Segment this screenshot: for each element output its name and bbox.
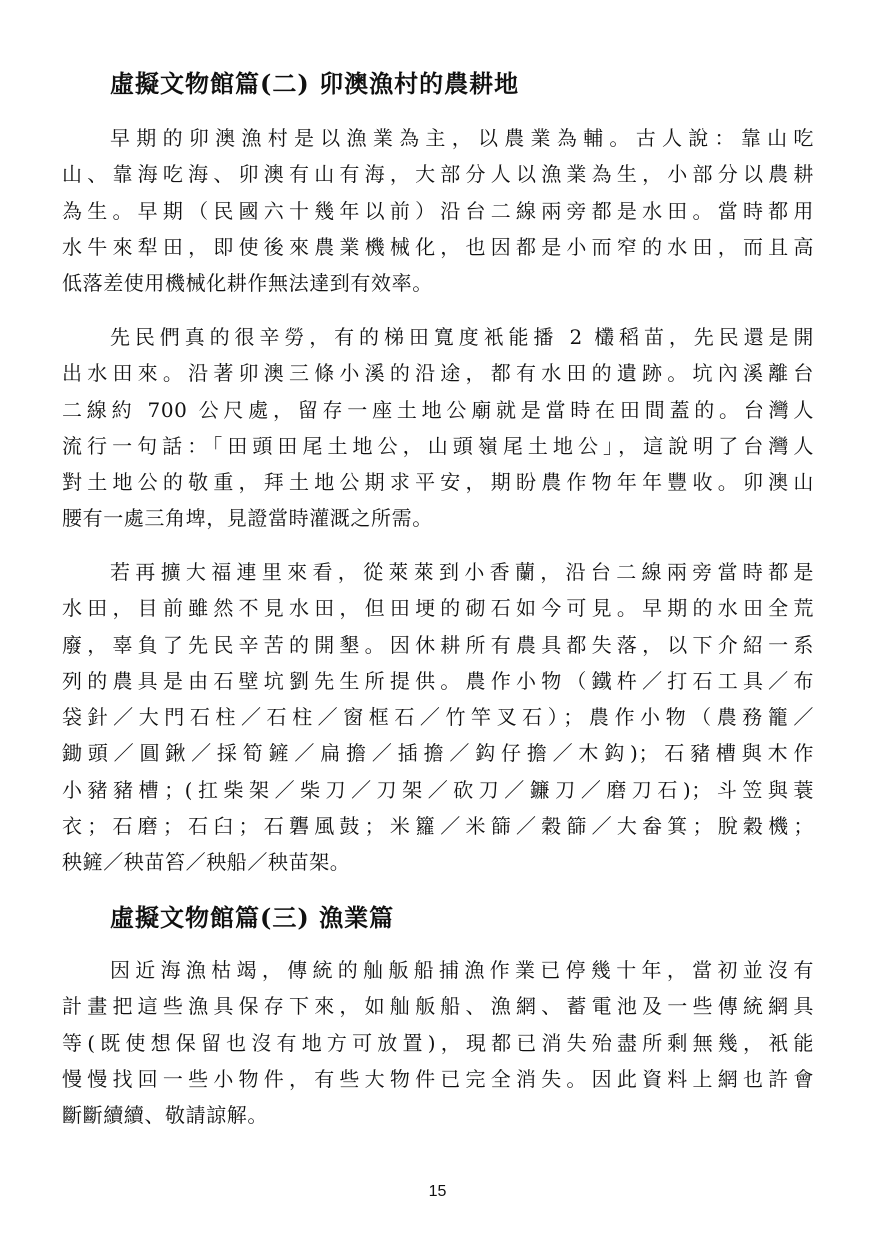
paragraph-fishery [62,952,814,1133]
text-line: 慢慢找回一些小物件，有些大物件已完全消失。因此資料上網也許會 [62,1066,814,1091]
text-line: 對土地公的敬重，拜土地公期求平安，期盼農作物年年豐收。卯澳山 [62,470,814,495]
text-line: 等(既使想保留也沒有地方可放置)，現都已消失殆盡所剩無幾，衹能 [62,1030,814,1055]
section-heading-fishery: 虛擬文物館篇(三) 漁業篇 [110,903,395,932]
text-line: 出水田來。沿著卯澳三條小溪的沿途，都有水田的遺跡。坑內溪離台 [62,361,814,386]
text-line: 水田，目前雖然不見水田，但田埂的砌石如今可見。早期的水田全荒 [62,596,814,621]
text-line: 列的農具是由石壁坑劉先生所提供。農作小物（鐵杵／打石工具／布 [62,668,814,693]
paragraph-terraced-fields [62,319,814,537]
section-heading-farmland: 虛擬文物館篇(二) 卯澳漁村的農耕地 [110,69,520,98]
text-line: 山、靠海吃海、卯澳有山有海，大部分人以漁業為生，小部分以農耕 [62,162,814,187]
text-line: 先民們真的很辛勞，有的梯田寬度衹能播 2 欉稻苗，先民還是開 [110,325,814,349]
paragraph-farm-tools [62,554,814,881]
text-line: 流行一句話：「田頭田尾土地公，山頭嶺尾土地公」，這說明了台灣人 [62,433,814,458]
text-line: 水牛來犁田，即使後來農業機械化，也因都是小而窄的水田，而且高 [62,234,814,259]
text-line: 袋針／大門石柱／石柱／窗框石／竹竿叉石）；農作小物（農務籠／ [62,705,814,730]
text-line: 若再擴大福連里來看，從萊萊到小香蘭，沿台二線兩旁當時都是 [110,560,814,584]
text-line: 衣；石磨；石臼；石礱風鼓；米籮／米篩／穀篩／大畚箕；脫穀機； [62,814,814,839]
text-line: 早期的卯澳漁村是以漁業為主，以農業為輔。古人說：靠山吃 [110,126,814,150]
text-line: 廢，辜負了先民辛苦的開墾。因休耕所有農具都失落，以下介紹一系 [62,632,814,657]
text-line: 為生。早期（民國六十幾年以前）沿台二線兩旁都是水田。當時都用 [62,198,814,223]
text-line: 低落差使用機械化耕作無法達到有效率。 [62,271,433,296]
text-line: 斷斷續續、敬請諒解。 [62,1103,268,1128]
text-line: 因近海漁枯竭，傳統的舢舨船捕漁作業已停幾十年，當初並沒有 [110,958,814,982]
text-line: 二線約 700 公尺處，留存一座土地公廟就是當時在田間蓋的。台灣人 [62,397,814,422]
text-line: 鋤頭／圓鍬／採筍鏟／扁擔／插擔／鈎仔擔／木鈎)；石豬槽與木作 [62,741,814,766]
paragraph-farmland-intro [62,120,814,301]
page-number: 15 [428,1183,447,1200]
text-line: 小豬豬槽；(扛柴架／柴刀／刀架／砍刀／鐮刀／磨刀石)；斗笠與蓑 [62,777,814,802]
text-line: 秧鏟／秧苗笞／秧船／秧苗架。 [62,850,351,875]
text-line: 計畫把這些漁具保存下來，如舢舨船、漁網、蓄電池及一些傳統網具 [62,994,814,1019]
text-line: 腰有一處三角埤，見證當時灌溉之所需。 [62,506,433,531]
